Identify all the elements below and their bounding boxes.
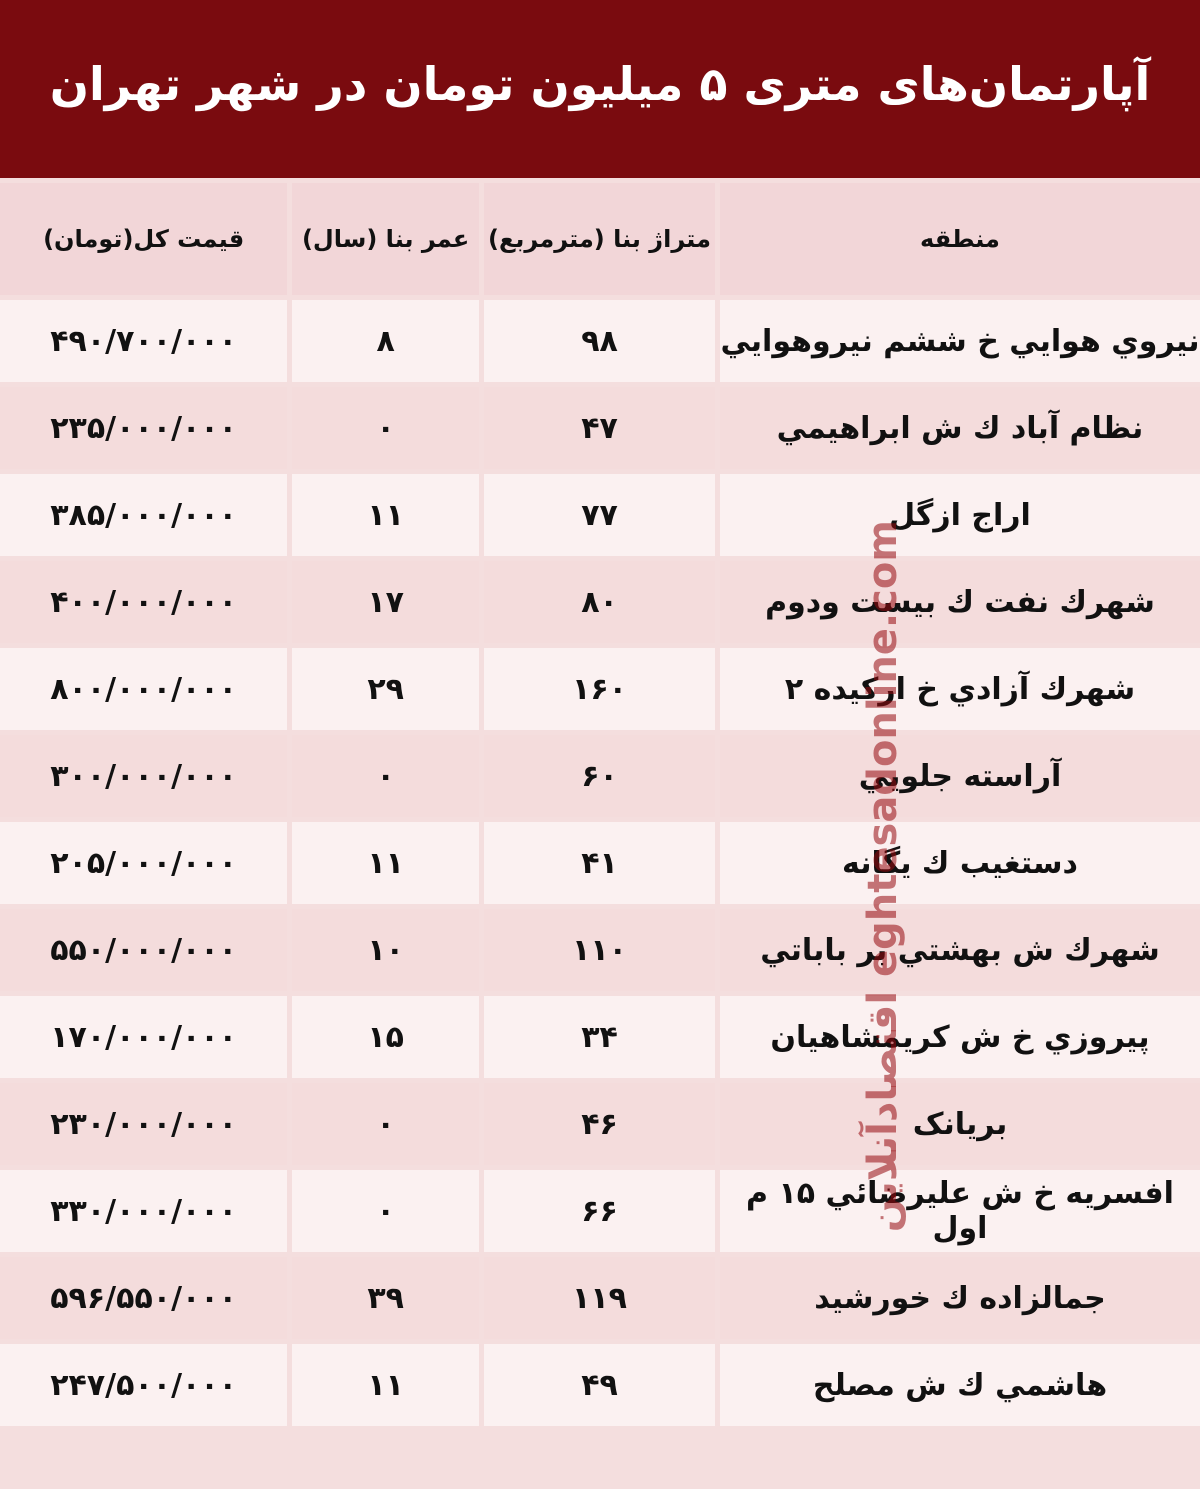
area-cell: ۴۷: [484, 387, 715, 469]
age-cell: ۱۱: [292, 474, 479, 556]
table-row: [0, 1083, 1200, 1165]
table-row: [0, 387, 1200, 469]
age-cell: ۱۷: [292, 561, 479, 643]
price-cell: ۲۳۵/۰۰۰/۰۰۰: [0, 387, 287, 469]
price-cell: ۳۸۵/۰۰۰/۰۰۰: [0, 474, 287, 556]
region-cell: شهرك آزادي خ اركيده ۲: [720, 648, 1200, 730]
region-cell: پيروزي خ ش كريمشاهيان: [720, 996, 1200, 1078]
area-cell: ۱۶۰: [484, 648, 715, 730]
region-cell: بريانک: [720, 1083, 1200, 1165]
area-cell: ۸۰: [484, 561, 715, 643]
table-row: [0, 648, 1200, 730]
table-header-row: [0, 183, 1200, 295]
age-cell: ۰: [292, 1170, 479, 1252]
table-row: [0, 1344, 1200, 1426]
age-cell: ۰: [292, 1083, 479, 1165]
price-cell: ۵۹۶/۵۵۰/۰۰۰: [0, 1257, 287, 1339]
age-cell: ۰: [292, 735, 479, 817]
column-header-area: متراژ بنا (مترمربع): [484, 183, 715, 295]
table-row: [0, 561, 1200, 643]
apartments-table: [0, 178, 1200, 1431]
price-cell: ۲۴۷/۵۰۰/۰۰۰: [0, 1344, 287, 1426]
table-row: [0, 300, 1200, 382]
column-header-region: منطقه: [720, 183, 1200, 295]
table-row: [0, 1257, 1200, 1339]
area-cell: ۱۱۰: [484, 909, 715, 991]
region-cell: نيروي هوايي خ ششم نيروهوايي: [720, 300, 1200, 382]
price-cell: ۴۹۰/۷۰۰/۰۰۰: [0, 300, 287, 382]
area-cell: ۹۸: [484, 300, 715, 382]
age-cell: ۱۱: [292, 1344, 479, 1426]
table-row: [0, 909, 1200, 991]
region-cell: اراج ازگل: [720, 474, 1200, 556]
age-cell: ۱۱: [292, 822, 479, 904]
age-cell: ۳۹: [292, 1257, 479, 1339]
area-cell: ۶۰: [484, 735, 715, 817]
age-cell: ۰: [292, 387, 479, 469]
region-cell: شهرك ش بهشتي بر باباتي: [720, 909, 1200, 991]
price-cell: ۱۷۰/۰۰۰/۰۰۰: [0, 996, 287, 1078]
age-cell: ۲۹: [292, 648, 479, 730]
region-cell: شهرك نفت ك بيست ودوم: [720, 561, 1200, 643]
area-cell: ۳۴: [484, 996, 715, 1078]
price-cell: ۳۰۰/۰۰۰/۰۰۰: [0, 735, 287, 817]
price-cell: ۲۳۰/۰۰۰/۰۰۰: [0, 1083, 287, 1165]
table-row: [0, 996, 1200, 1078]
area-cell: ۴۱: [484, 822, 715, 904]
region-cell: آراسته جلويي: [720, 735, 1200, 817]
watermark: اقتصادآنلاین eghtesadonline.com: [860, 520, 906, 1233]
title-banner: [0, 0, 1200, 178]
price-cell: ۸۰۰/۰۰۰/۰۰۰: [0, 648, 287, 730]
region-cell: افسريه خ ش عليرضائي ۱۵ م اول: [720, 1170, 1200, 1252]
price-cell: ۴۰۰/۰۰۰/۰۰۰: [0, 561, 287, 643]
table-row: [0, 735, 1200, 817]
area-cell: ۱۱۹: [484, 1257, 715, 1339]
area-cell: ۶۶: [484, 1170, 715, 1252]
region-cell: دستغيب ك يگانه: [720, 822, 1200, 904]
table-row: [0, 822, 1200, 904]
age-cell: ۸: [292, 300, 479, 382]
age-cell: ۱۰: [292, 909, 479, 991]
page-title: آپارتمان‌های متری ۵ میلیون تومان در شهر تهران: [49, 57, 1151, 111]
column-header-price: قیمت کل(تومان): [0, 183, 287, 295]
table-row: [0, 1170, 1200, 1252]
price-cell: ۵۵۰/۰۰۰/۰۰۰: [0, 909, 287, 991]
area-cell: ۷۷: [484, 474, 715, 556]
area-cell: ۴۶: [484, 1083, 715, 1165]
region-cell: جمالزاده ك خورشيد: [720, 1257, 1200, 1339]
region-cell: نظام آباد ك ش ابراهيمي: [720, 387, 1200, 469]
region-cell: هاشمي ك ش مصلح: [720, 1344, 1200, 1426]
price-cell: ۲۰۵/۰۰۰/۰۰۰: [0, 822, 287, 904]
price-cell: ۳۳۰/۰۰۰/۰۰۰: [0, 1170, 287, 1252]
age-cell: ۱۵: [292, 996, 479, 1078]
area-cell: ۴۹: [484, 1344, 715, 1426]
column-header-age: عمر بنا (سال): [292, 183, 479, 295]
table-row: [0, 474, 1200, 556]
